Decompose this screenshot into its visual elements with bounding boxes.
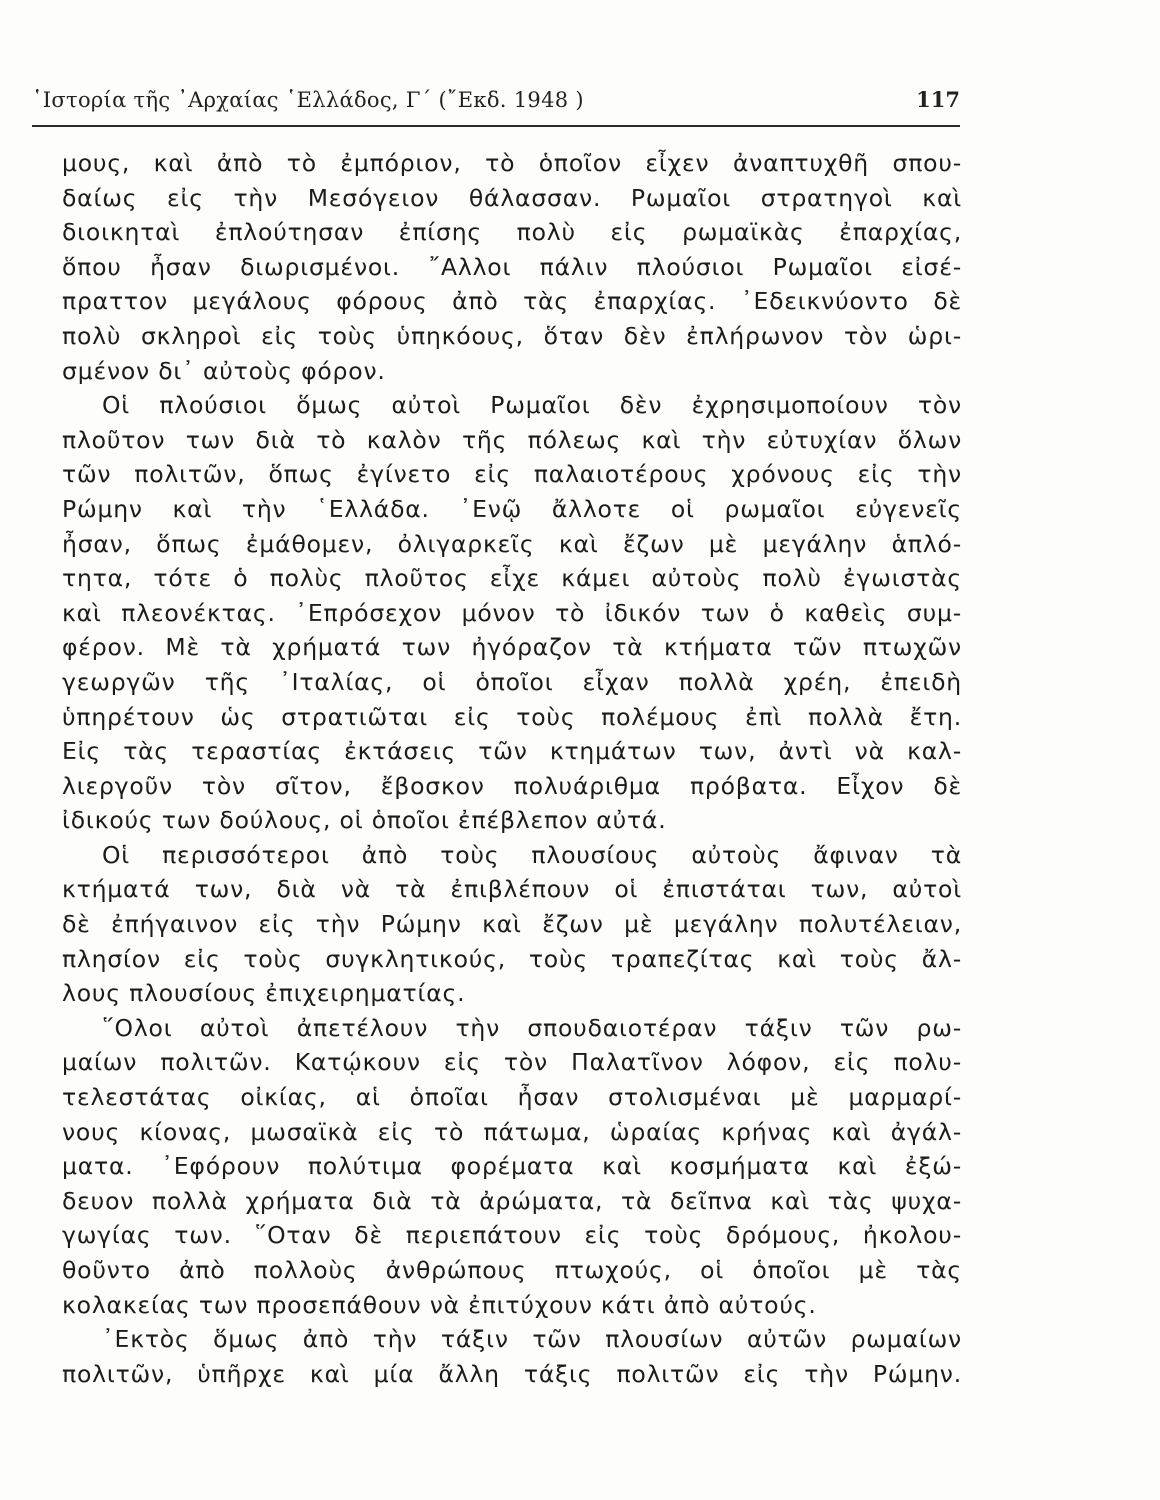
text-line: τῶν πολιτῶν, ὅπως ἐγίνετο εἰς παλαιοτέρους χρόνους εἰς τὴν: [62, 460, 962, 489]
text-line: μαίων πολιτῶν. Κατῴκουν εἰς τὸν Παλατῖνον λόφον, εἰς πολυ-: [62, 1048, 962, 1077]
text-line: ἦσαν, ὅπως ἐμάθομεν, ὀλιγαρκεῖς καὶ ἔζων μὲ μεγάλην ἁπλό-: [62, 529, 962, 558]
text-line: μους, καὶ ἀπὸ τὸ ἐμπόριον, τὸ ὁποῖον εἶχεν ἀναπτυχθῆ σπου-: [62, 149, 962, 177]
text-line: τητα, τότε ὁ πολὺς πλοῦτος εἶχε κάμει αὐτοὺς πολὺ ἐγωιστὰς: [62, 564, 962, 593]
paragraph-1: [62, 146, 962, 388]
text-line: Οἱ περισσότεροι ἀπὸ τοὺς πλουσίους αὐτοὺς ἄφιναν τὰ: [102, 840, 962, 869]
text-line: ματα. ᾿Εφόρουν πολύτιμα φορέματα καὶ κοσμήματα καὶ ἐξώ-: [62, 1152, 962, 1181]
text-line: πλησίον εἰς τοὺς συγκλητικούς, τοὺς τραπεζίτας καὶ τοὺς ἄλ-: [62, 944, 962, 973]
text-line: λιεργοῦν τὸν σῖτον, ἔβοσκον πολυάριθμα πρόβατα. Εἶχον δὲ: [62, 771, 962, 800]
text-line: γεωργῶν τῆς ᾿Ιταλίας, οἱ ὁποῖοι εἶχαν πολλὰ χρέη, ἐπειδὴ: [62, 667, 962, 696]
text-line: γωγίας των. ῞Οταν δὲ περιεπάτουν εἰς τοὺς δρόμους, ἠκολου-: [62, 1221, 962, 1250]
text-line: Εἰς τὰς τεραστίας ἐκτάσεις τῶν κτημάτων των, ἀντὶ νὰ καλ-: [62, 737, 962, 766]
text-line: δευον πολλὰ χρήματα διὰ τὰ ἀρώματα, τὰ δεῖπνα καὶ τὰς ψυχα-: [62, 1186, 962, 1215]
text-line: δαίως εἰς τὴν Μεσόγειον θάλασσαν. Ρωμαῖοι στρατηγοὶ καὶ: [62, 183, 962, 212]
running-title: ῾Ιστορία τῆς ᾿Αρχαίας ῾Ελλάδος, Γ΄ (῎Εκδ. 1948 ): [32, 88, 584, 112]
paragraph-2: [62, 388, 962, 838]
text-line: σμένον δι᾿ αὐτοὺς φόρον.: [62, 356, 386, 385]
text-line: πλοῦτον των διὰ τὸ καλὸν τῆς πόλεως καὶ τὴν εὐτυχίαν ὅλων: [62, 425, 962, 454]
text-line: πολὺ σκληροὶ εἰς τοὺς ὑπηκόους, ὅταν δὲν ἐπλήρωνον τὸν ὡρι-: [62, 321, 962, 350]
text-line: ἰδικούς των δούλους, οἱ ὁποῖοι ἐπέβλεπον αὐτά.: [62, 806, 667, 835]
text-line: πραττον μεγάλους φόρους ἀπὸ τὰς ἐπαρχίας. ᾿Εδεικνύοντο δὲ: [62, 287, 962, 316]
text-line: τελεστάτας οἰκίας, αἱ ὁποῖαι ἦσαν στολισμέναι μὲ μαρμαρί-: [62, 1083, 962, 1112]
text-line: θοῦντο ἀπὸ πολλοὺς ἀνθρώπους πτωχούς, οἱ ὁποῖοι μὲ τὰς: [62, 1256, 962, 1284]
text-line: νους κίονας, μωσαϊκὰ εἰς τὸ πάτωμα, ὡραίας κρήνας καὶ ἀγάλ-: [62, 1117, 962, 1146]
text-line: ὅπου ἦσαν διωρισμένοι. ῎Αλλοι πάλιν πλούσιοι Ρωμαῖοι εἰσέ-: [62, 252, 962, 281]
text-line: ὑπηρέτουν ὡς στρατιῶται εἰς τοὺς πολέμους ἐπὶ πολλὰ ἔτη.: [62, 702, 962, 731]
text-line: κολακείας των προσεπάθουν νὰ ἐπιτύχουν κάτι ἀπὸ αὐτούς.: [62, 1290, 817, 1319]
page-header: [32, 88, 960, 122]
header-rule: [32, 125, 960, 127]
text-line: Ρώμην καὶ τὴν ῾Ελλάδα. ᾿Ενῷ ἄλλοτε οἱ ρωμαῖοι εὐγενεῖς: [62, 494, 962, 523]
text-line: καὶ πλεονέκτας. ᾿Επρόσεχον μόνον τὸ ἰδικόν των ὁ καθεὶς συμ-: [62, 598, 962, 627]
paragraph-4: [62, 1011, 962, 1322]
text-line: διοικηταὶ ἐπλούτησαν ἐπίσης πολὺ εἰς ρωμαϊκὰς ἐπαρχίας,: [62, 218, 962, 247]
text-line: ᾿Εκτὸς ὅμως ἀπὸ τὴν τάξιν τῶν πλουσίων αὐτῶν ρωμαίων: [102, 1325, 962, 1354]
page-number: 117: [916, 87, 960, 112]
text-line: ῞Ολοι αὐτοὶ ἀπετέλουν τὴν σπουδαιοτέραν τάξιν τῶν ρω-: [102, 1013, 962, 1042]
body-text: [62, 146, 962, 1391]
text-line: δὲ ἐπήγαινον εἰς τὴν Ρώμην καὶ ἔζων μὲ μεγάλην πολυτέλειαν,: [62, 910, 962, 939]
text-line: λους πλουσίους ἐπιχειρηματίας.: [62, 979, 466, 1008]
text-line: Οἱ πλούσιοι ὅμως αὐτοὶ Ρωμαῖοι δὲν ἐχρησιμοποίουν τὸν: [102, 391, 962, 420]
paragraph-3: [62, 838, 962, 1011]
text-line: κτήματά των, διὰ νὰ τὰ ἐπιβλέπουν οἱ ἐπιστάται των, αὐτοὶ: [62, 875, 962, 904]
text-line: φέρον. Μὲ τὰ χρήματά των ἠγόραζον τὰ κτήματα τῶν πτωχῶν: [62, 633, 962, 662]
text-line: πολιτῶν, ὑπῆρχε καὶ μία ἄλλη τάξις πολιτῶν εἰς τὴν Ρώμην.: [62, 1359, 962, 1388]
paragraph-5: [62, 1322, 962, 1391]
